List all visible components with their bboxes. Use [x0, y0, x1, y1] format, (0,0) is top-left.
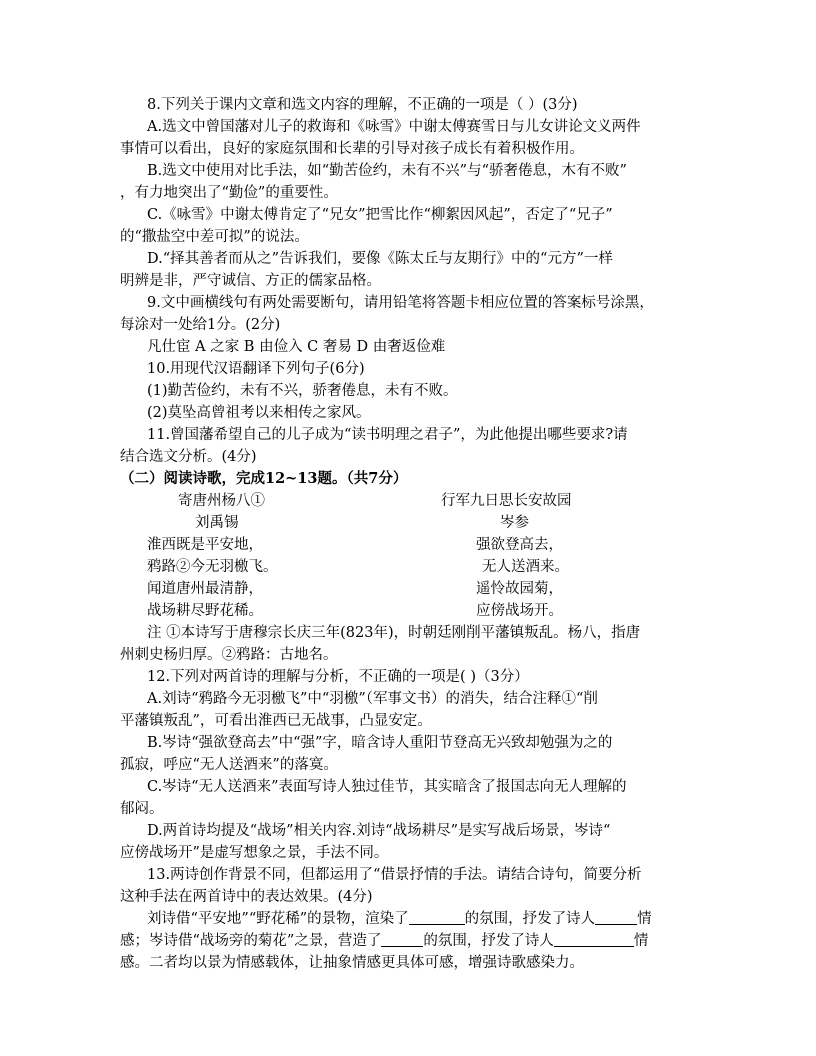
q8-option-d-line1: D.“择其善者而从之”告诉我们，要像《陈太丘与友期行》中的“元方”一样	[147, 251, 613, 267]
q8-option-d-line2: 明辨是非，严守诚信、方正的儒家品格。	[120, 273, 381, 289]
q13-answer-line2	[120, 931, 648, 951]
q13-blank-emotion-2[interactable]	[554, 932, 634, 947]
q13-answer-text: 的氛围，抒发了诗人	[464, 911, 596, 927]
poem-notes-line1: 注 ①本诗写于唐穆宗长庆三年(823年)，时朝廷刚削平藩镇叛乱。杨八，指唐	[147, 625, 641, 641]
q8-option-b-line1: B.选文中使用对比手法，如“勤苦俭约，未有不兴”与“骄奢倦息，木有不败”	[147, 163, 627, 179]
q10-stem: 10.用现代汉语翻译下列句子(6分)	[147, 361, 365, 377]
q12-stem: 12.下列对两首诗的理解与分析，不正确的一项是( )（3分）	[147, 669, 529, 685]
poem-notes-line2: 州刺史杨归厚。②鸦路：古地名。	[120, 647, 338, 663]
poem1-line-1: 淮西既是平安地，	[147, 537, 263, 553]
q13-answer-text: 感；岑诗借“战场旁的菊花”之景，营造了	[120, 933, 382, 949]
poem1-line-3: 闻道唐州最清静，	[147, 581, 263, 597]
q12-option-a-line1: A.刘诗“鸦路今无羽檄飞”中“羽檄”（军事文书）的消失，结合注释①“削	[147, 691, 598, 707]
q9-sentence: 凡仕宦 A 之家 B 由俭入 C 奢易 D 由奢返俭难	[147, 339, 446, 355]
poem1-line-4: 战场耕尽野花稀。	[147, 603, 263, 619]
poem1-title: 寄唐州杨八①	[178, 493, 265, 509]
q12-option-b-line1: B.岑诗“强欲登高去”中“强”字，暗含诗人重阳节登高无兴致却勉强为之的	[147, 735, 613, 751]
q13-blank-emotion-1[interactable]	[595, 910, 637, 925]
q10-sentence-1: (1)勤苦俭约，未有不兴，骄奢倦息，未有不败。	[147, 383, 458, 399]
poem2-line-2: 无人送酒来。	[482, 559, 569, 575]
q12-option-d-line2: 应傍战场开”是虚写想象之景，手法不同。	[120, 845, 389, 861]
q8-option-a-line1: A.选文中曾国藩对儿子的救诲和《咏雪》中谢太傅赛雪日与儿女讲论文义两件	[147, 119, 641, 135]
poem1-line-2: 鸦路②今无羽檄飞。	[147, 559, 278, 575]
q12-option-c-line2: 郁闷。	[120, 801, 164, 817]
q12-option-d-line1: D.两首诗均提及“战场”相关内容.刘诗“战场耕尽”是实写战后场景，岑诗“	[147, 823, 611, 839]
q9-stem-line1: 9.文中画横线句有两处需要断句，请用铅笔将答题卡相应位置的答案标号涂黑，	[147, 295, 654, 311]
q13-answer-text: 刘诗借“平安地”“野花稀”的景物，渲染了	[147, 911, 409, 927]
q13-answer-line3: 感。二者均以景为情感载体，让抽象情感更具体可感，增强诗歌感染力。	[120, 955, 584, 971]
q13-answer-line1	[147, 909, 652, 929]
q13-answer-text: 情	[633, 933, 649, 949]
poem2-line-4: 应傍战场开。	[476, 603, 563, 619]
q9-stem-line2: 每涂对一处给1分。(2分)	[120, 317, 281, 333]
poem2-title: 行军九日思长安故园	[441, 493, 572, 509]
q13-answer-text: 情	[637, 911, 652, 927]
q12-option-a-line2: 平藩镇叛乱”，可看出淮西已无战事，凸显安定。	[120, 713, 432, 729]
q13-answer-text: 的氛围，抒发了诗人	[423, 933, 554, 949]
q8-option-c-line1: C.《咏雪》中谢太傅肯定了“兄女”把雪比作“柳絮因风起”，否定了“兄子”	[147, 207, 613, 223]
section2-heading: （二）阅读诗歌，完成12~13题。（共7分）	[120, 470, 408, 487]
q8-option-c-line2: 的“撒盐空中差可拟”的说法。	[120, 229, 309, 245]
poem1-author: 刘禹锡	[195, 515, 239, 531]
q8-stem: 8.下列关于课内文章和选文内容的理解，不正确的一项是（ ）(3分)	[147, 97, 578, 113]
q13-blank-atmosphere-2[interactable]	[381, 932, 423, 947]
poem2-line-3: 遥怜故园菊，	[476, 581, 563, 597]
q13-stem-line1: 13.两诗创作背景不同，但都运用了“借景抒情的手法。请结合诗句，简要分析	[147, 867, 642, 883]
q12-option-b-line2: 孤寂，呼应“无人送酒来”的落寞。	[120, 757, 338, 773]
q11-stem-line1: 11.曾国藩希望自己的儿子成为“读书明理之君子”，为此他提出哪些要求?请	[147, 427, 628, 443]
poem2-author: 岑参	[500, 515, 529, 531]
q13-stem-line2: 这种手法在两首诗中的表达效果。(4分)	[120, 889, 373, 905]
poem2-line-1: 强欲登高去，	[476, 537, 563, 553]
q13-blank-atmosphere-1[interactable]	[409, 910, 465, 925]
q8-option-b-line2: ，有力地突出了“勤俭”的重要性。	[120, 185, 338, 201]
q12-option-c-line1: C.岑诗“无人送酒来”表面写诗人独过佳节，其实暗含了报国志向无人理解的	[147, 779, 627, 795]
q8-option-a-line2: 事情可以看出，良好的家庭氛围和长辈的引导对孩子成长有着积极作用。	[120, 141, 584, 157]
q11-stem-line2: 结合选文分析。(4分)	[120, 449, 257, 465]
q10-sentence-2: (2)莫坠高曾祖考以来相传之家风。	[147, 405, 371, 421]
